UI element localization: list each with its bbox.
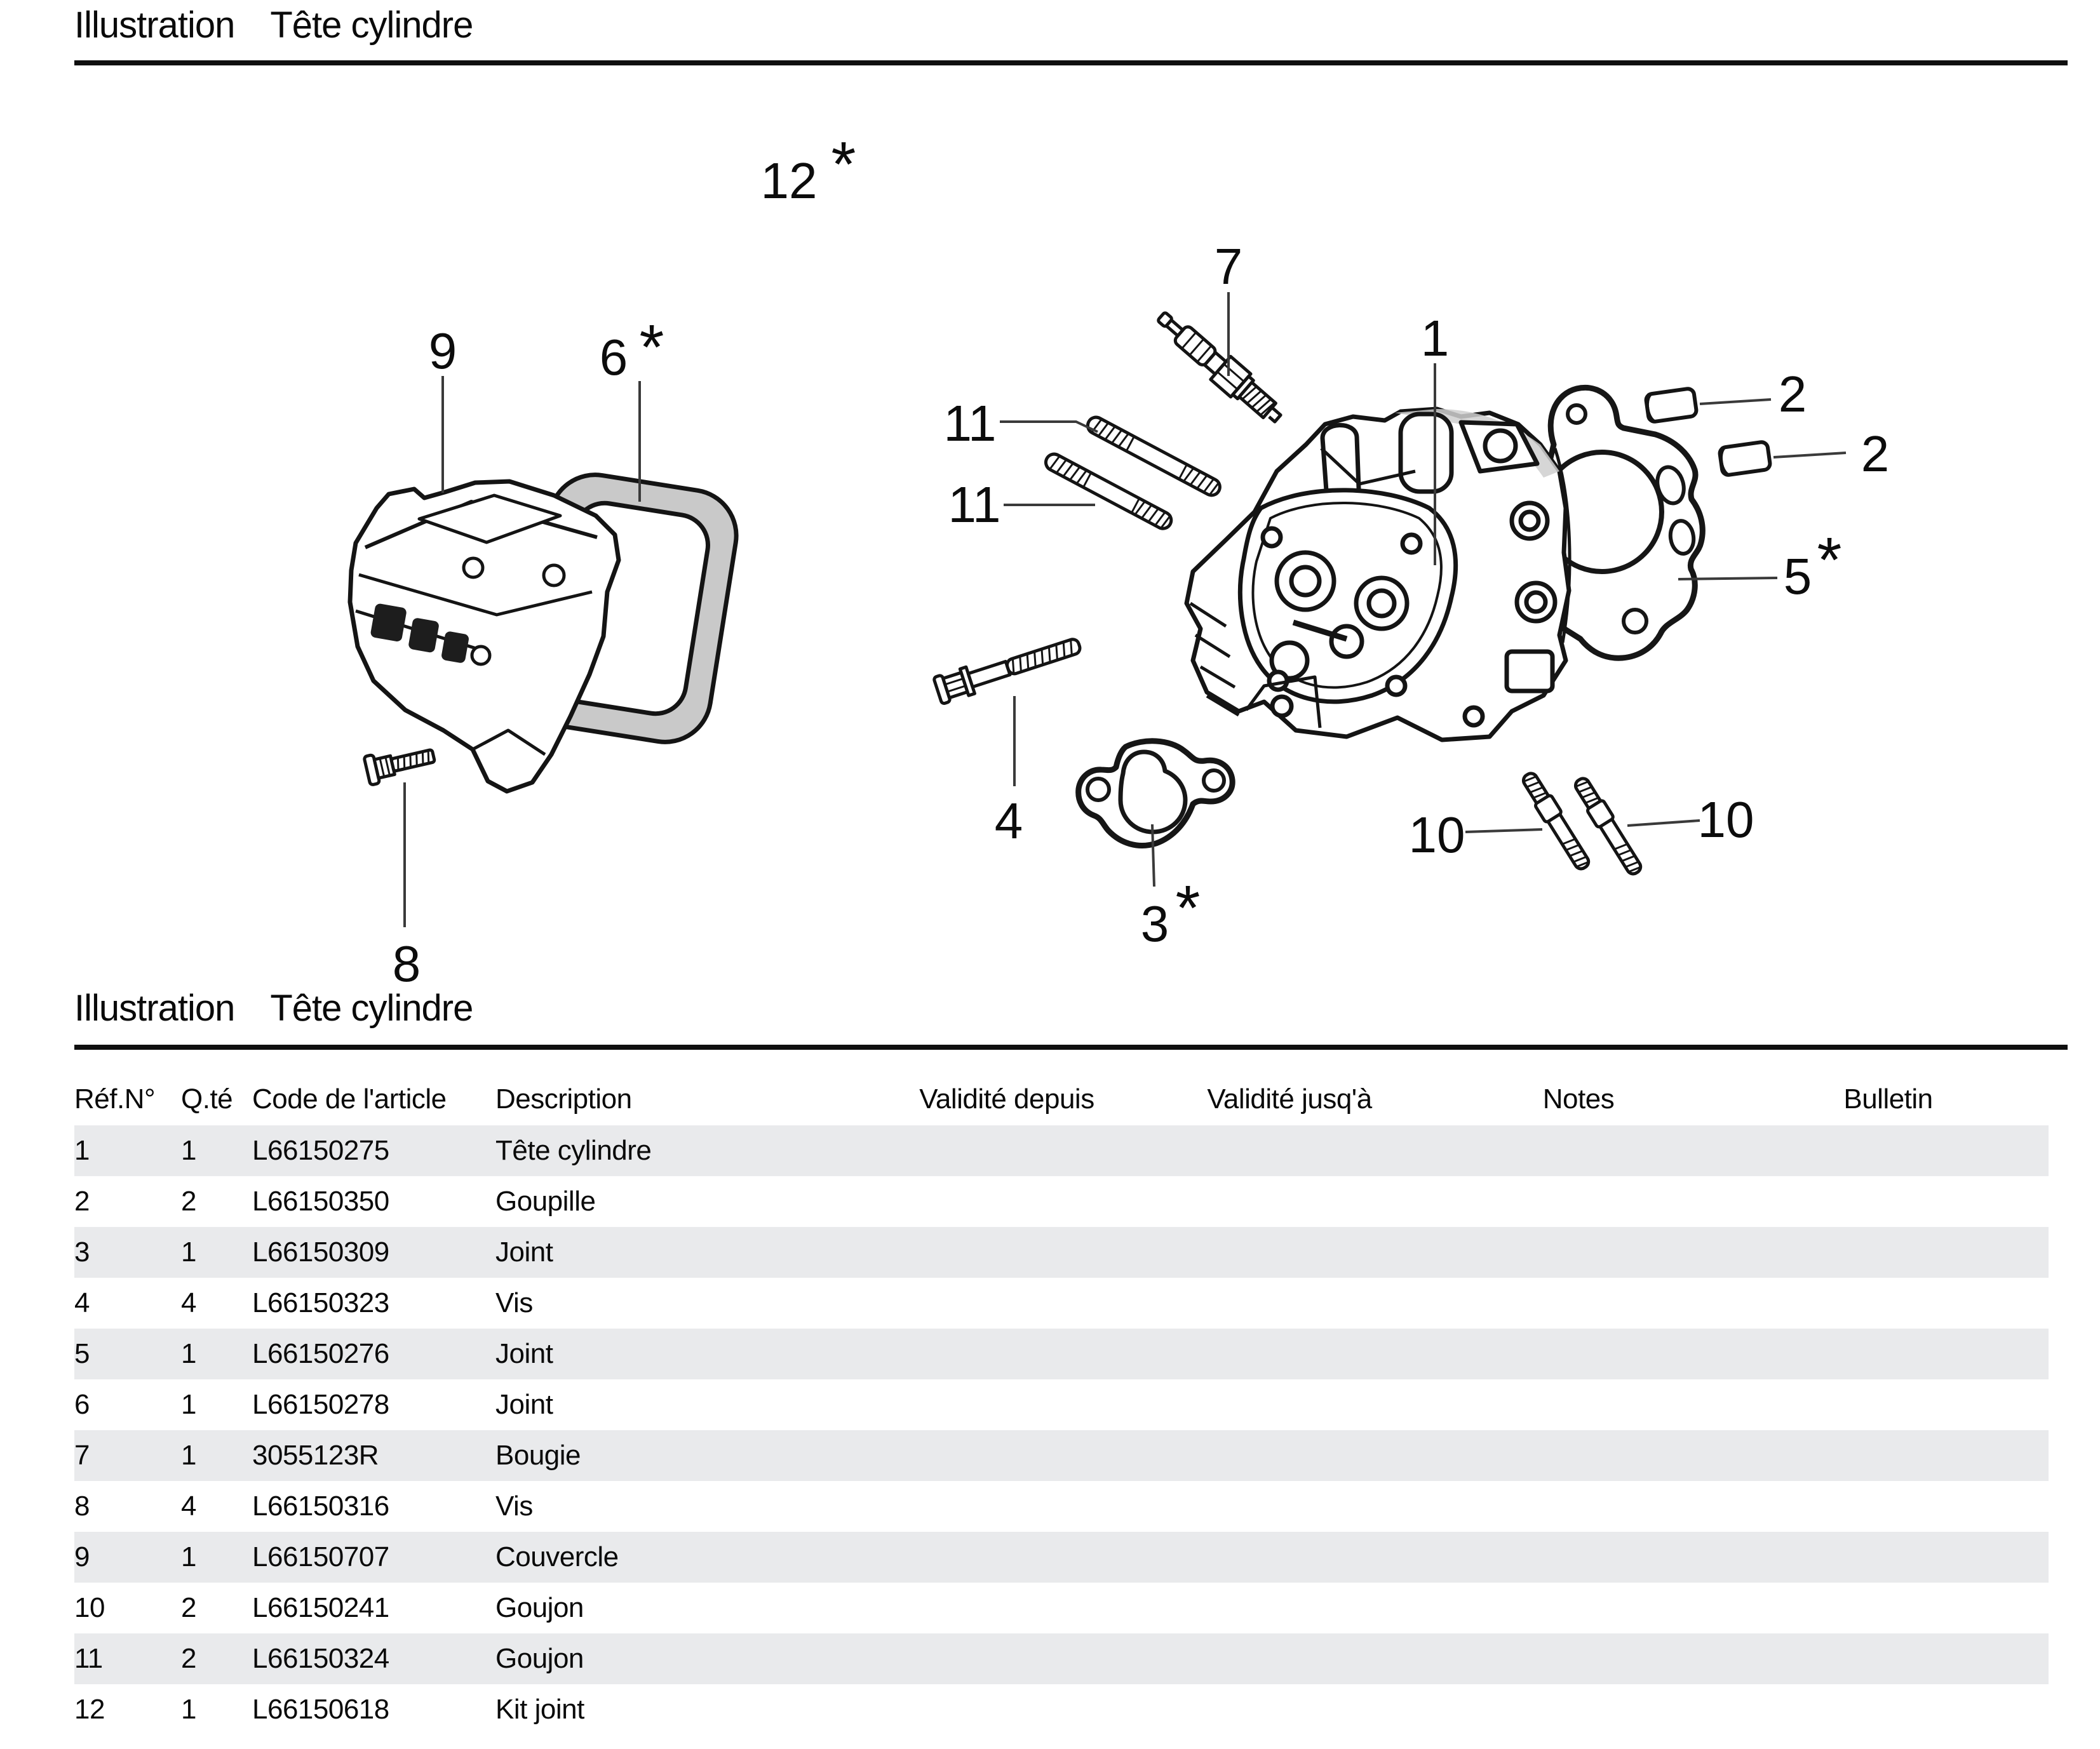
col-header-notes: Notes [1542, 1083, 1615, 1115]
leader-line-10-13 [1465, 829, 1542, 832]
title-rule [74, 60, 2068, 65]
callout-7-1: 7 [1214, 238, 1243, 295]
section-title [74, 988, 473, 1029]
cell-qty: 1 [181, 1541, 196, 1572]
page-title-value: Tête cylindre [270, 4, 473, 46]
callout-3-11: 3 [1140, 895, 1169, 952]
cell-code: L66150275 [252, 1135, 389, 1166]
cell-code: L66150316 [252, 1491, 389, 1522]
cell-ref: 2 [74, 1186, 90, 1217]
table-row-3 [74, 1227, 2049, 1278]
cell-desc: Couvercle [495, 1541, 619, 1572]
callout-11-9: 11 [948, 476, 1001, 533]
part-exhaust-gasket [1079, 741, 1232, 846]
callout-4-10: 4 [994, 793, 1023, 849]
cell-ref: 11 [74, 1643, 103, 1674]
cell-desc: Goujon [495, 1592, 584, 1623]
callout-star-12: * [831, 129, 856, 200]
cell-code: L66150309 [252, 1236, 389, 1268]
callout-10-14: 10 [1697, 791, 1754, 848]
callout-2-4: 2 [1861, 426, 1890, 482]
part-spark-plug [1151, 305, 1288, 429]
cell-qty: 2 [181, 1592, 196, 1623]
table-body [74, 1125, 2049, 1735]
cell-code: L66150618 [252, 1694, 389, 1725]
callout-8-12: 8 [392, 935, 421, 992]
table-row-9 [74, 1532, 2049, 1583]
section-title-rule [74, 1045, 2068, 1050]
cell-desc: Joint [495, 1389, 553, 1420]
table-row-2 [74, 1176, 2049, 1227]
cell-qty: 1 [181, 1338, 196, 1369]
cell-desc: Bougie [495, 1440, 581, 1471]
part-rocker-cover [350, 481, 619, 791]
part-bolt-4 [933, 632, 1083, 704]
cell-ref: 3 [74, 1236, 90, 1268]
cell-desc: Vis [495, 1491, 533, 1522]
cell-code: L66150323 [252, 1287, 389, 1318]
table-row-1 [74, 1125, 2049, 1176]
callout-star-6: * [639, 312, 664, 383]
cell-desc: Goupille [495, 1186, 596, 1217]
cell-code: L66150278 [252, 1389, 389, 1420]
col-header-bulletin: Bulletin [1843, 1083, 1933, 1115]
cell-desc: Vis [495, 1287, 533, 1318]
cell-ref: 12 [74, 1694, 105, 1725]
page-title-label: Illustration [74, 4, 235, 46]
cell-ref: 6 [74, 1389, 90, 1420]
table-row-12 [74, 1684, 2049, 1735]
cell-desc: Goujon [495, 1643, 584, 1674]
leader-line-2-4 [1774, 453, 1846, 457]
cell-desc: Tête cylindre [495, 1135, 652, 1166]
table-row-5 [74, 1329, 2049, 1379]
cell-code: L66150324 [252, 1643, 389, 1674]
table-row-4 [74, 1278, 2049, 1329]
part-dowel-pin-2b [1719, 441, 1770, 476]
cell-ref: 7 [74, 1440, 90, 1471]
section-title-value: Tête cylindre [270, 988, 473, 1029]
cell-code: 3055123R [252, 1440, 379, 1471]
cell-ref: 10 [74, 1592, 105, 1623]
callout-star-3: * [1175, 873, 1201, 944]
cell-qty: 4 [181, 1491, 196, 1522]
table-row-6 [74, 1379, 2049, 1430]
cell-qty: 1 [181, 1389, 196, 1420]
cell-qty: 4 [181, 1287, 196, 1318]
table-header [74, 1073, 2049, 1125]
cell-qty: 2 [181, 1643, 196, 1674]
col-header-ref: Réf.N° [74, 1083, 156, 1115]
cell-desc: Kit joint [495, 1694, 584, 1725]
cell-desc: Joint [495, 1236, 553, 1268]
cell-ref: 4 [74, 1287, 90, 1318]
leader-line-10-14 [1627, 821, 1700, 826]
callout-12-0: 12 [760, 152, 818, 209]
cell-ref: 8 [74, 1491, 90, 1522]
cell-qty: 1 [181, 1236, 196, 1268]
cell-desc: Joint [495, 1338, 553, 1369]
callout-10-13: 10 [1408, 807, 1465, 863]
part-bolt-8 [364, 742, 437, 786]
leader-line-5-5 [1678, 578, 1777, 579]
callout-2-3: 2 [1778, 366, 1807, 422]
callout-5-5: 5 [1783, 548, 1812, 605]
col-header-desc: Description [495, 1083, 632, 1115]
callout-6-7: 6 [599, 329, 628, 385]
page-title [74, 5, 473, 46]
callout-11-8: 11 [943, 395, 997, 452]
section-title-label: Illustration [74, 988, 235, 1029]
leader-line-11-8 [1000, 422, 1098, 432]
part-cylinder-head [1187, 409, 1570, 740]
col-header-validite-jusqua: Validité jusq'à [1207, 1083, 1372, 1115]
cell-qty: 1 [181, 1694, 196, 1725]
cell-code: L66150241 [252, 1592, 389, 1623]
table-row-10 [74, 1583, 2049, 1633]
col-header-validite-depuis: Validité depuis [919, 1083, 1094, 1115]
cell-ref: 9 [74, 1541, 90, 1572]
part-dowel-pin-2a [1645, 388, 1697, 422]
parts-table [74, 1073, 2049, 1735]
table-row-11 [74, 1633, 2049, 1684]
leader-line-2-3 [1700, 399, 1771, 404]
col-header-qty: Q.té [181, 1083, 233, 1115]
cell-ref: 5 [74, 1338, 90, 1369]
cell-qty: 1 [181, 1135, 196, 1166]
cell-ref: 1 [74, 1135, 90, 1166]
cell-code: L66150707 [252, 1541, 389, 1572]
cell-qty: 2 [181, 1186, 196, 1217]
callout-1-2: 1 [1420, 310, 1450, 366]
callout-9-6: 9 [428, 323, 457, 379]
cell-code: L66150350 [252, 1186, 389, 1217]
table-row-7 [74, 1430, 2049, 1481]
col-header-code: Code de l'article [252, 1083, 447, 1115]
cell-code: L66150276 [252, 1338, 389, 1369]
callout-star-5: * [1817, 525, 1842, 596]
table-row-8 [74, 1481, 2049, 1532]
cell-qty: 1 [181, 1440, 196, 1471]
